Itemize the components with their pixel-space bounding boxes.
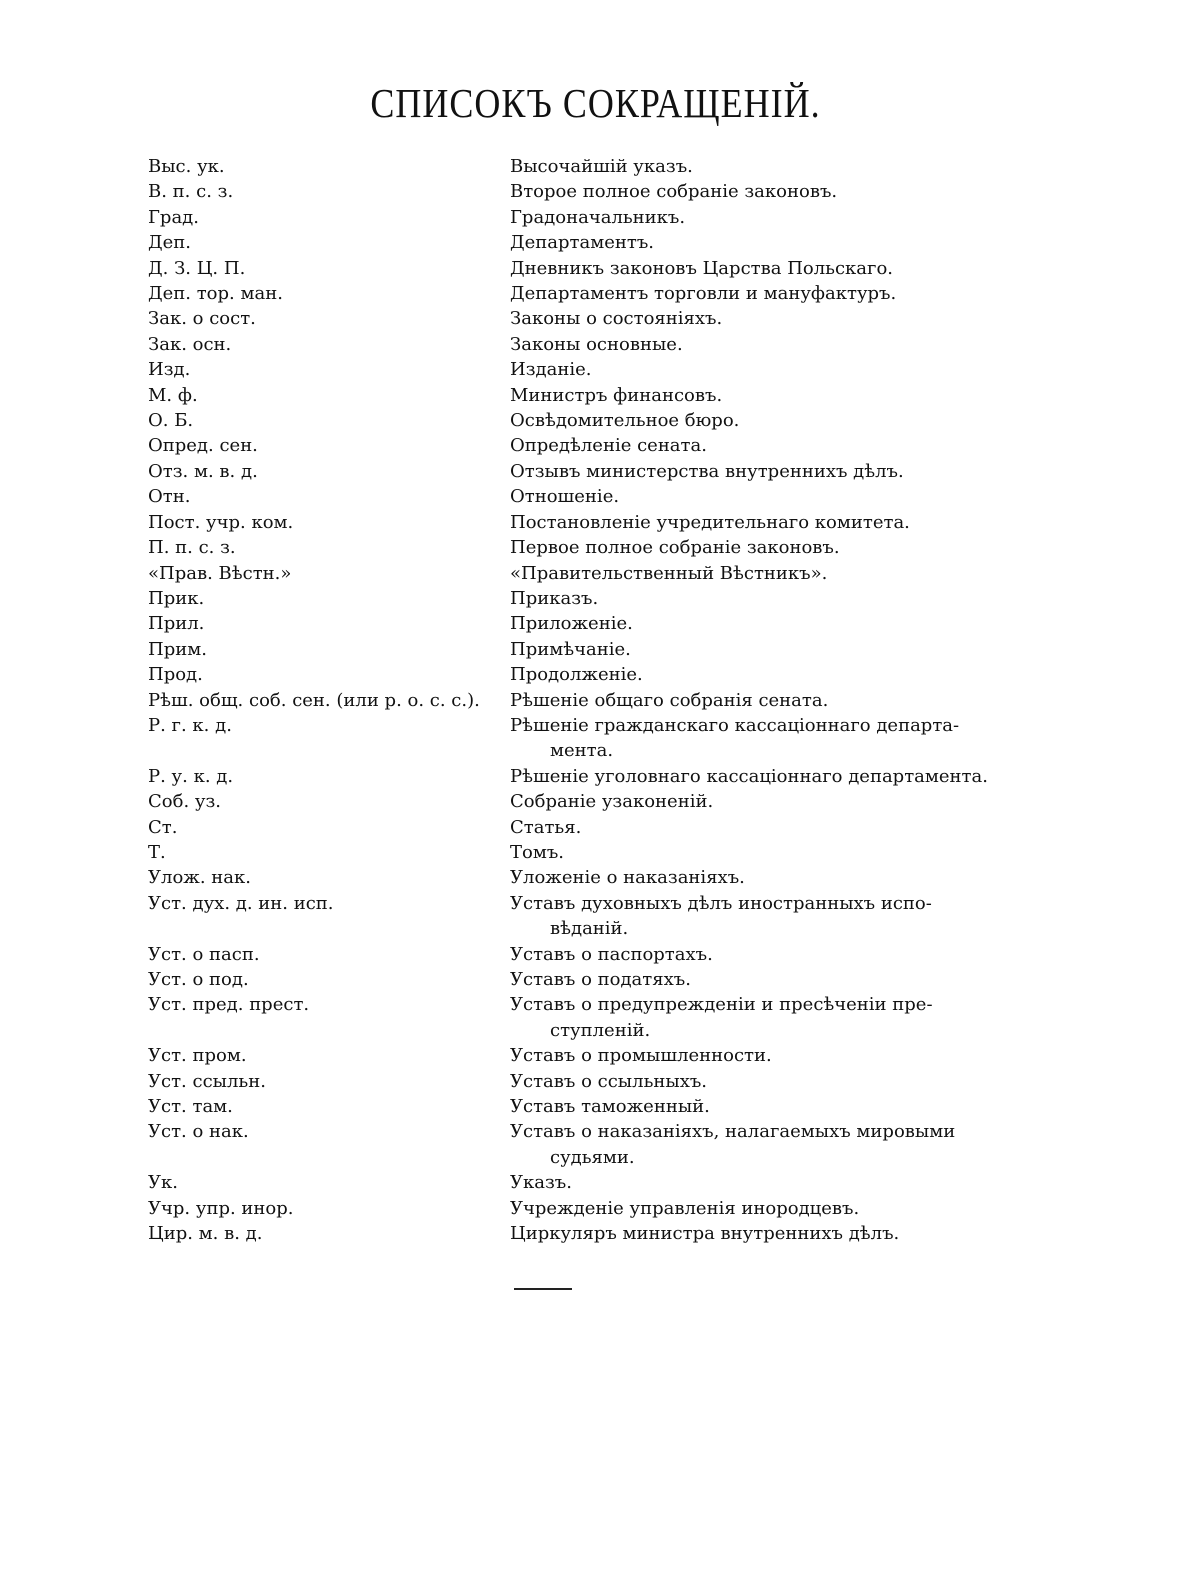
abbreviation-term: Деп. [148, 232, 192, 254]
abbreviation-term: «Прав. Вѣстн.» [148, 562, 292, 584]
abbreviation-meaning [510, 865, 1018, 890]
abbreviation-term: Цир. м. в. д. [148, 1223, 263, 1245]
abbreviation-meaning [510, 637, 1018, 662]
abbreviation-meaning [510, 408, 1018, 433]
abbreviation-row [148, 611, 1018, 636]
abbreviation-row [148, 688, 1018, 713]
abbreviation-term: Прим. [148, 638, 207, 660]
abbreviation-row [148, 891, 1018, 942]
abbreviation-term: Улож. нак. [148, 867, 251, 889]
abbreviation-meaning-text: Законы основные. [510, 333, 683, 355]
abbreviation-meaning-text: Градоначальникъ. [510, 206, 686, 228]
abbreviation-meaning [510, 1094, 1018, 1119]
abbreviation-meaning [510, 205, 1018, 230]
abbreviation-meaning-continuation: вѣданій. [550, 918, 629, 940]
abbreviation-term: Зак. о сост. [148, 308, 256, 330]
abbreviation-row [148, 1069, 1018, 1094]
abbreviation-row [148, 484, 1018, 509]
abbreviation-term: Уст. о пасп. [148, 943, 260, 965]
abbreviation-meaning-text: Рѣшеніе уголовнаго кассаціоннаго департамента. [510, 765, 988, 787]
abbreviation-meaning [510, 789, 1018, 814]
abbreviation-term: М. ф. [148, 384, 198, 406]
abbreviation-meaning [510, 256, 1018, 281]
abbreviation-meaning-text: Примѣчаніе. [510, 638, 631, 660]
abbreviation-row [148, 942, 1018, 967]
abbreviation-meaning [510, 535, 1018, 560]
abbreviation-meaning-text: Отзывъ министерства внутреннихъ дѣлъ. [510, 460, 904, 482]
abbreviation-meaning-text: Циркуляръ министра внутреннихъ дѣлъ. [510, 1223, 900, 1245]
abbreviation-meaning-text: Департаментъ. [510, 232, 655, 254]
abbreviation-meaning-text: Уложеніе о наказаніяхъ. [510, 867, 745, 889]
abbreviation-term: Р. г. к. д. [148, 714, 232, 736]
abbreviation-meaning-text: Рѣшеніе общаго собранія сената. [510, 689, 829, 711]
abbreviation-row [148, 1094, 1018, 1119]
abbreviation-term: Т. [148, 841, 166, 863]
abbreviation-meaning-text: Постановленіе учредительнаго комитета. [510, 511, 910, 533]
abbreviation-term: Уст. пром. [148, 1045, 247, 1067]
abbreviation-term: Прик. [148, 587, 205, 609]
abbreviation-meaning-text: Опредѣленіе сената. [510, 435, 707, 457]
abbreviation-row [148, 789, 1018, 814]
abbreviation-meaning [510, 1119, 1018, 1170]
abbreviation-meaning-text: Указъ. [510, 1172, 572, 1194]
abbreviation-meaning [510, 1170, 1018, 1195]
abbreviation-meaning [510, 281, 1018, 306]
abbreviation-row [148, 256, 1018, 281]
abbreviation-term: Уст. там. [148, 1096, 233, 1118]
abbreviation-row [148, 1221, 1018, 1246]
abbreviation-meaning-text: Приказъ. [510, 587, 599, 609]
abbreviation-term: Ст. [148, 816, 178, 838]
abbreviation-meaning [510, 967, 1018, 992]
abbreviation-meaning-text: Первое полное собраніе законовъ. [510, 537, 840, 559]
abbreviation-row [148, 662, 1018, 687]
abbreviation-term: Уст. о под. [148, 969, 249, 990]
abbreviation-meaning-continuation: судьями. [550, 1146, 635, 1168]
abbreviation-term: Изд. [148, 359, 191, 381]
end-rule-divider [514, 1288, 572, 1290]
abbreviation-row [148, 1170, 1018, 1195]
abbreviation-row [148, 865, 1018, 890]
abbreviation-term: Прил. [148, 613, 205, 635]
abbreviation-meaning [510, 992, 1018, 1043]
abbreviation-meaning [510, 306, 1018, 331]
abbreviation-term: Отз. м. в. д. [148, 460, 258, 482]
abbreviation-row [148, 637, 1018, 662]
abbreviation-row [148, 561, 1018, 586]
abbreviation-term: Град. [148, 206, 199, 228]
abbreviation-meaning-text: Рѣшеніе гражданскаго кассаціоннаго департа- [510, 714, 960, 736]
abbreviation-meaning [510, 1196, 1018, 1221]
abbreviation-row [148, 408, 1018, 433]
abbreviation-row [148, 586, 1018, 611]
abbreviation-meaning [510, 815, 1018, 840]
abbreviation-meaning-text: Уставъ о ссыльныхъ. [510, 1070, 708, 1092]
abbreviation-meaning-text: Томъ. [510, 841, 565, 863]
abbreviation-meaning [510, 357, 1018, 382]
abbreviation-meaning-text: Департаментъ торговли и мануфактуръ. [510, 283, 897, 305]
abbreviation-term: Зак. осн. [148, 333, 232, 355]
abbreviation-meaning [510, 1221, 1018, 1246]
abbreviation-row [148, 306, 1018, 331]
abbreviation-term: В. п. с. з. [148, 181, 234, 203]
abbreviation-meaning-text: Законы о состояніяхъ. [510, 308, 723, 330]
abbreviation-row [148, 535, 1018, 560]
abbreviation-meaning-text: Уставъ духовныхъ дѣлъ иностранныхъ испо- [510, 892, 932, 914]
abbreviation-term: Уст. дух. д. ин. исп. [148, 892, 334, 914]
abbreviation-meaning-text: Изданіе. [510, 359, 592, 381]
abbreviation-meaning [510, 383, 1018, 408]
abbreviation-meaning-text: Второе полное собраніе законовъ. [510, 181, 838, 203]
abbreviation-term: О. Б. [148, 410, 194, 432]
abbreviation-term: Выс. ук. [148, 156, 225, 177]
abbreviation-row [148, 713, 1018, 764]
abbreviation-meaning-text: Учрежденіе управленія инородцевъ. [510, 1197, 860, 1219]
abbreviation-meaning-text: Высочайшій указъ. [510, 156, 693, 177]
abbreviation-meaning [510, 1043, 1018, 1068]
abbreviation-meaning-text: Уставъ о податяхъ. [510, 969, 691, 990]
abbreviation-meaning [510, 332, 1018, 357]
abbreviation-meaning-text: Дневникъ законовъ Царства Польскаго. [510, 257, 894, 279]
abbreviation-meaning [510, 433, 1018, 458]
abbreviation-meaning-text: «Правительственный Вѣстникъ». [510, 562, 828, 584]
abbreviation-meaning [510, 179, 1018, 204]
abbreviation-row [148, 154, 1018, 179]
abbreviation-row [148, 459, 1018, 484]
abbreviation-term: Отн. [148, 486, 191, 508]
abbreviation-term: Учр. упр. инор. [148, 1197, 294, 1219]
abbreviation-meaning [510, 1069, 1018, 1094]
abbreviation-meaning [510, 561, 1018, 586]
abbreviation-row [148, 357, 1018, 382]
abbreviation-term: Уст. ссыльн. [148, 1070, 266, 1092]
abbreviation-list [148, 154, 1018, 1246]
abbreviation-row [148, 205, 1018, 230]
abbreviation-row [148, 433, 1018, 458]
abbreviation-meaning [510, 154, 1018, 179]
abbreviation-meaning [510, 586, 1018, 611]
abbreviation-row [148, 383, 1018, 408]
abbreviation-meaning [510, 662, 1018, 687]
abbreviation-term: Деп. тор. ман. [148, 283, 283, 305]
abbreviation-meaning [510, 764, 1018, 789]
abbreviation-meaning-text: Статья. [510, 816, 582, 838]
abbreviation-meaning-text: Министръ финансовъ. [510, 384, 723, 406]
abbreviation-meaning-text: Освѣдомительное бюро. [510, 410, 740, 432]
abbreviation-row [148, 1043, 1018, 1068]
abbreviation-meaning [510, 459, 1018, 484]
abbreviation-term: П. п. с. з. [148, 537, 236, 559]
abbreviation-row [148, 332, 1018, 357]
abbreviation-meaning-text: Отношеніе. [510, 486, 620, 508]
abbreviation-meaning [510, 688, 1018, 713]
abbreviation-row [148, 764, 1018, 789]
abbreviation-row [148, 967, 1018, 992]
abbreviation-term: Д. З. Ц. П. [148, 257, 246, 279]
abbreviation-meaning-text: Продолженіе. [510, 664, 643, 686]
abbreviation-meaning [510, 891, 1018, 942]
abbreviation-meaning-text: Уставъ таможенный. [510, 1096, 710, 1118]
abbreviation-meaning-text: Уставъ о предупрежденіи и пресѣченіи пре- [510, 994, 933, 1016]
abbreviation-meaning [510, 510, 1018, 535]
abbreviation-row [148, 815, 1018, 840]
abbreviation-term: Ук. [148, 1172, 178, 1194]
abbreviation-row [148, 281, 1018, 306]
abbreviation-meaning-text: Уставъ о промышленности. [510, 1045, 772, 1067]
abbreviation-term: Пост. учр. ком. [148, 511, 294, 533]
abbreviation-meaning-text: Приложеніе. [510, 613, 633, 635]
abbreviation-term: Уст. пред. прест. [148, 994, 310, 1016]
abbreviation-row [148, 1196, 1018, 1221]
abbreviation-meaning [510, 942, 1018, 967]
abbreviation-term: Уст. о нак. [148, 1121, 249, 1143]
abbreviation-term: Р. у. к. д. [148, 765, 234, 787]
abbreviation-meaning [510, 713, 1018, 764]
abbreviation-term: Прод. [148, 664, 203, 686]
abbreviation-row [148, 992, 1018, 1043]
page-title: СПИСОКЪ СОКРАЩЕНІЙ. [370, 80, 821, 126]
abbreviation-meaning-continuation: мента. [550, 740, 614, 762]
abbreviation-row [148, 1119, 1018, 1170]
abbreviation-term: Соб. уз. [148, 791, 222, 813]
abbreviation-row [148, 840, 1018, 865]
abbreviation-meaning [510, 230, 1018, 255]
abbreviation-meaning-continuation: ступленій. [550, 1019, 651, 1041]
abbreviation-term: Рѣш. общ. соб. сен. (или р. о. с. с.). [148, 689, 480, 711]
abbreviation-row [148, 510, 1018, 535]
abbreviation-meaning [510, 840, 1018, 865]
abbreviation-row [148, 179, 1018, 204]
abbreviation-term: Опред. сен. [148, 435, 258, 457]
abbreviation-meaning-text: Собраніе узаконеній. [510, 791, 714, 813]
abbreviation-row [148, 230, 1018, 255]
abbreviation-meaning [510, 484, 1018, 509]
abbreviation-meaning-text: Уставъ о наказаніяхъ, налагаемыхъ мировыми [510, 1121, 956, 1143]
abbreviation-meaning [510, 611, 1018, 636]
abbreviation-meaning-text: Уставъ о паспортахъ. [510, 943, 713, 965]
